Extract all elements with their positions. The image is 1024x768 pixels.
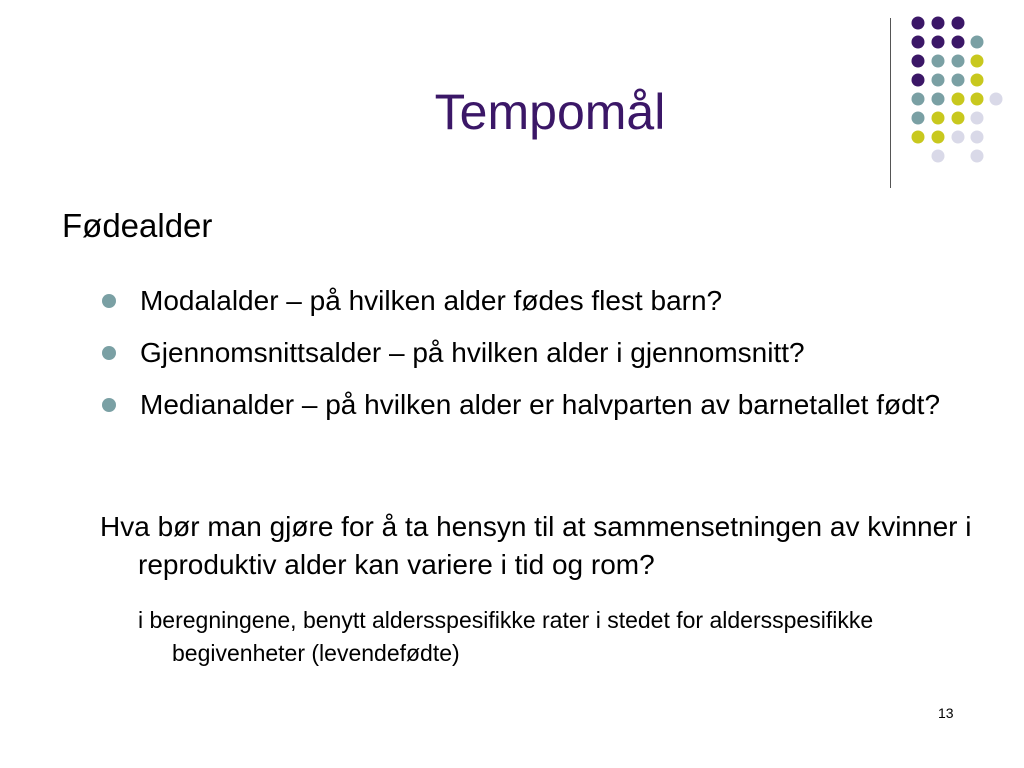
slide-title: Tempomål [434,84,666,140]
page-number: 13 [938,705,954,721]
dot-teal [932,55,945,68]
dot-lime [912,131,925,144]
dot-lavender [971,150,984,163]
bullet-text: Gjennomsnittsalder – på hvilken alder i gjennomsnitt? [140,337,805,368]
subheading: Fødealder [62,207,213,244]
dot-purple [952,17,965,30]
dot-lime [952,112,965,125]
bullet-text: Modalalder – på hvilken alder fødes flest barn? [140,285,723,316]
dot-teal [932,74,945,87]
bullet-dot-icon [102,294,116,308]
dot-teal [952,55,965,68]
dot-teal [952,74,965,87]
dot-lavender [932,150,945,163]
bullet-item [100,282,970,320]
bullet-item [100,334,970,372]
dot-purple [952,36,965,49]
dot-teal [912,112,925,125]
dot-purple [932,36,945,49]
dot-lavender [971,131,984,144]
dot-teal [932,93,945,106]
dot-teal [971,36,984,49]
dot-purple [912,17,925,30]
bullet-list [100,282,970,424]
dot-lime [971,74,984,87]
dot-lime [971,55,984,68]
answer-paragraph: i beregningene, benytt aldersspesifikke rater i stedet for aldersspesifikke begivenheter (levendefødte) [138,607,874,666]
dot-lavender [990,93,1003,106]
dot-lime [971,93,984,106]
vertical-divider [890,18,891,188]
dot-lavender [971,112,984,125]
dot-lime [952,93,965,106]
dot-teal [912,93,925,106]
question-paragraph: Hva bør man gjøre for å ta hensyn til at sammensetningen av kvinner i reproduktiv alder kan variere i tid og rom? [100,511,972,580]
dot-purple [912,74,925,87]
dot-purple [912,55,925,68]
bullet-dot-icon [102,346,116,360]
dot-purple [932,17,945,30]
dot-lime [932,131,945,144]
bullet-item [100,386,970,424]
bullet-text: Medianalder – på hvilken alder er halvparten av barnetallet født? [140,389,941,420]
dot-lime [932,112,945,125]
dot-purple [912,36,925,49]
bullet-dot-icon [102,398,116,412]
dot-lavender [952,131,965,144]
